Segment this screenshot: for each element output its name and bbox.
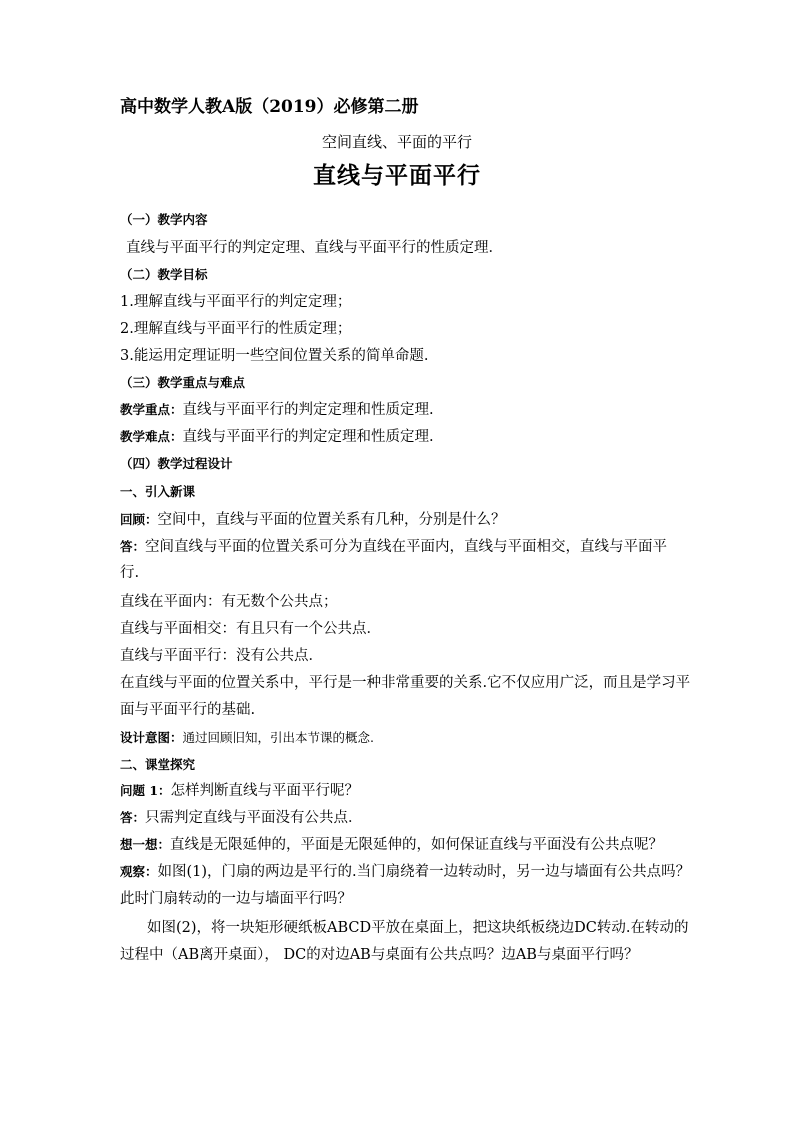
answer-label: 答：	[120, 539, 146, 554]
section-subtitle: 空间直线、平面的平行	[321, 133, 472, 151]
process-heading: （四）教学过程设计	[120, 456, 233, 471]
part2-heading: 二、课堂探究	[120, 757, 196, 772]
part1-heading: 一、引入新课	[120, 484, 196, 499]
review-row	[120, 510, 506, 530]
difficult-point-text: 直线与平面平行的判定定理和性质定理.	[182, 429, 434, 445]
design-intent-label: 设计意图：	[120, 730, 183, 745]
review-label: 回顾：	[120, 512, 158, 527]
relation-item: 直线在平面内：有无数个公共点；	[120, 594, 338, 610]
content-text: 直线与平面平行的判定定理、直线与平面平行的性质定理．	[126, 240, 503, 256]
observe-text-continued: 此时门扇转动的一边与墙面平行吗？	[120, 891, 352, 907]
observe-label: 观察：	[120, 864, 158, 879]
review-text: 空间中，直线与平面的位置关系有几种，分别是什么？	[157, 512, 506, 528]
page-title: 直线与平面平行	[313, 162, 481, 189]
importance-text: 在直线与平面的位置关系中，平行是一种非常重要的关系.它不仅应用广泛，而且是学习平	[120, 675, 691, 691]
goal-item: 1.理解直线与平面平行的判定定理；	[120, 294, 352, 310]
goal-item: 3.能运用定理证明一些空间位置关系的简单命题.	[120, 348, 429, 364]
difficult-point-label: 教学难点：	[120, 429, 183, 444]
design-intent-row	[120, 728, 374, 748]
design-intent-text: 通过回顾旧知，引出本节课的概念.	[182, 730, 374, 745]
key-points-heading: （三）教学重点与难点	[120, 375, 246, 390]
relation-item: 直线与平面相交：有且只有一个公共点．	[120, 621, 381, 637]
think-label: 想一想：	[120, 837, 171, 852]
answer-text: 空间直线与平面的位置关系可分为直线在平面内，直线与平面相交，直线与平面平	[145, 539, 668, 555]
observe-row	[120, 862, 690, 882]
goals-heading: （二）教学目标	[120, 267, 208, 282]
question1-label: 问题 1：	[120, 783, 171, 798]
document-header: 高中数学人教A版（2019）必修第二册	[120, 97, 419, 117]
goal-item: 2.理解直线与平面平行的性质定理；	[120, 321, 352, 337]
key-point-row	[120, 400, 434, 420]
answer1-row	[120, 808, 363, 828]
question1-row	[120, 781, 359, 801]
answer1-text: 只需判定直线与平面没有公共点．	[145, 810, 363, 826]
answer1-label: 答：	[120, 810, 146, 825]
figure2-paragraph: 如图(2)，将一块矩形硬纸板ABCD平放在桌面上，把这块纸板绕边DC转动.在转动的	[147, 920, 689, 936]
importance-text-continued: 面与平面平行的基础.	[120, 702, 256, 718]
figure2-paragraph-continued: 过程中（AB离开桌面）， DC的对边AB与桌面有公共点吗？边AB与桌面平行吗？	[120, 947, 639, 963]
answer-text-continued: 行.	[120, 565, 140, 581]
content-heading: （一）教学内容	[120, 212, 208, 227]
question1-text: 怎样判断直线与平面平行呢？	[170, 783, 360, 799]
think-text: 直线是无限延伸的，平面是无限延伸的，如何保证直线与平面没有公共点呢？	[170, 837, 664, 853]
key-point-label: 教学重点：	[120, 402, 183, 417]
think-row	[120, 835, 663, 855]
key-point-text: 直线与平面平行的判定定理和性质定理.	[182, 402, 434, 418]
difficult-point-row	[120, 427, 434, 447]
answer-row	[120, 537, 667, 557]
observe-text: 如图(1)，门扇的两边是平行的.当门扇绕着一边转动时，另一边与墙面有公共点吗？	[157, 864, 691, 880]
relation-item: 直线与平面平行：没有公共点．	[120, 648, 323, 664]
